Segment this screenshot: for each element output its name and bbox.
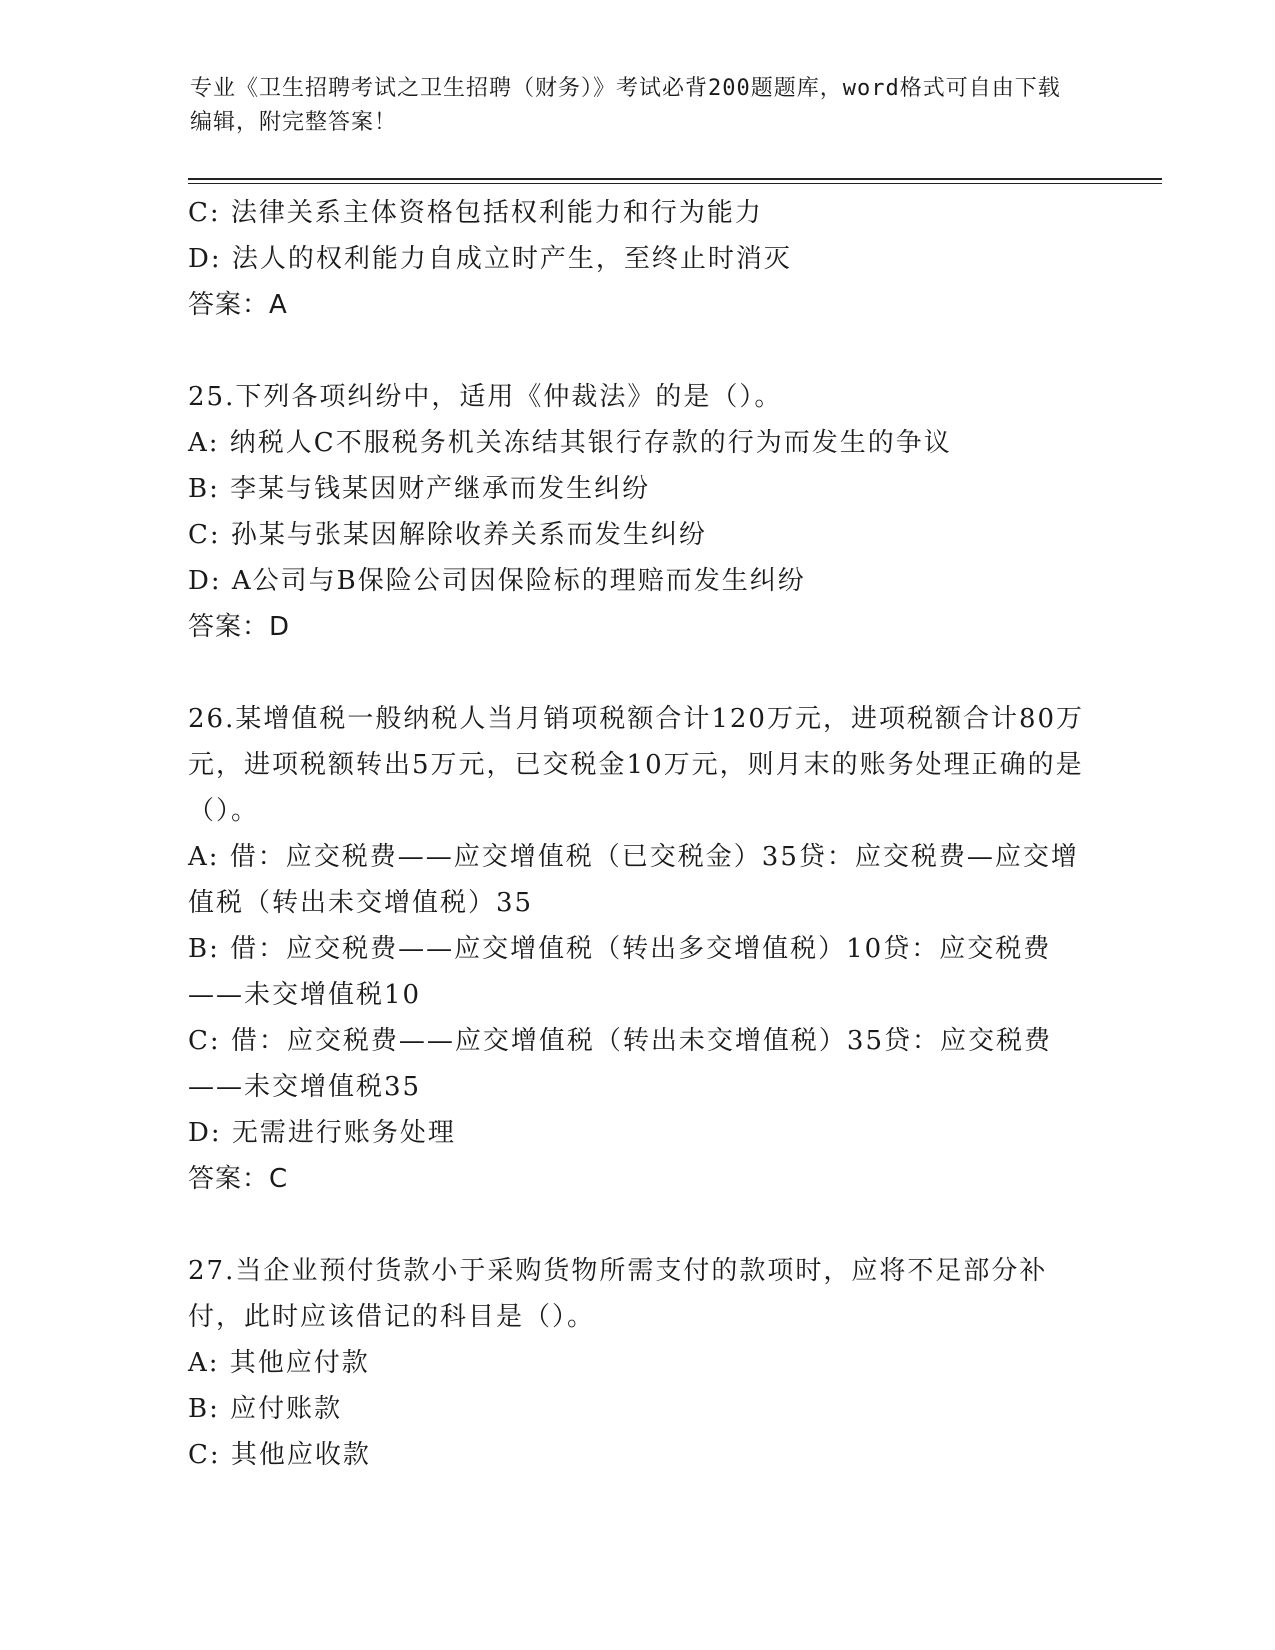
option-d: D: 无需进行账务处理 (188, 1118, 456, 1148)
option-a: A: 纳税人C不服税务机关冻结其银行存款的行为而发生的争议 (188, 428, 952, 458)
document-header: 专业《卫生招聘考试之卫生招聘（财务）》考试必背200题题库，word格式可自由下载编辑，附完整答案！ (190, 76, 1061, 135)
answer: 答案：A (188, 290, 288, 320)
question-text: 27.当企业预付货款小于采购货物所需支付的款项时，应将不足部分补付，此时应该借记的科目是（）。 (188, 1256, 1048, 1332)
option-d: D: A公司与B保险公司因保险标的理赔而发生纠纷 (188, 566, 806, 596)
header-divider-thick (188, 178, 1162, 180)
question-26 (188, 696, 1088, 1202)
question-text: 26.某增值税一般纳税人当月销项税额合计120万元，进项税额合计80万元，进项税额转出5万元，已交税金10万元，则月末的账务处理正确的是（）。 (188, 704, 1085, 826)
option-a: A: 借：应交税费——应交增值税（已交税金）35贷：应交税费—应交增值税（转出未交增值税）35 (188, 842, 1079, 918)
option-c: C: 孙某与张某因解除收养关系而发生纠纷 (188, 520, 707, 550)
option-d: D: 法人的权利能力自成立时产生，至终止时消灭 (188, 244, 792, 274)
spacer (188, 650, 1088, 696)
option-c: C: 其他应收款 (188, 1440, 371, 1470)
answer: 答案：D (188, 612, 291, 642)
question-24-tail (188, 190, 1088, 328)
option-b: B: 借：应交税费——应交增值税（转出多交增值税）10贷：应交税费——未交增值税10 (188, 934, 1052, 1010)
header-divider-thin (188, 183, 1162, 184)
option-a: A: 其他应付款 (188, 1348, 370, 1378)
question-list (188, 190, 1088, 1478)
spacer (188, 1202, 1088, 1248)
question-25 (188, 374, 1088, 650)
question-27 (188, 1248, 1088, 1478)
answer: 答案：C (188, 1164, 289, 1194)
question-text: 25.下列各项纠纷中，适用《仲裁法》的是（）。 (188, 382, 783, 412)
option-b: B: 应付账款 (188, 1394, 343, 1424)
option-b: B: 李某与钱某因财产继承而发生纠纷 (188, 474, 651, 504)
option-c: C: 法律关系主体资格包括权利能力和行为能力 (188, 198, 763, 228)
spacer (188, 328, 1088, 374)
option-c: C: 借：应交税费——应交增值税（转出未交增值税）35贷：应交税费——未交增值税35 (188, 1026, 1053, 1102)
